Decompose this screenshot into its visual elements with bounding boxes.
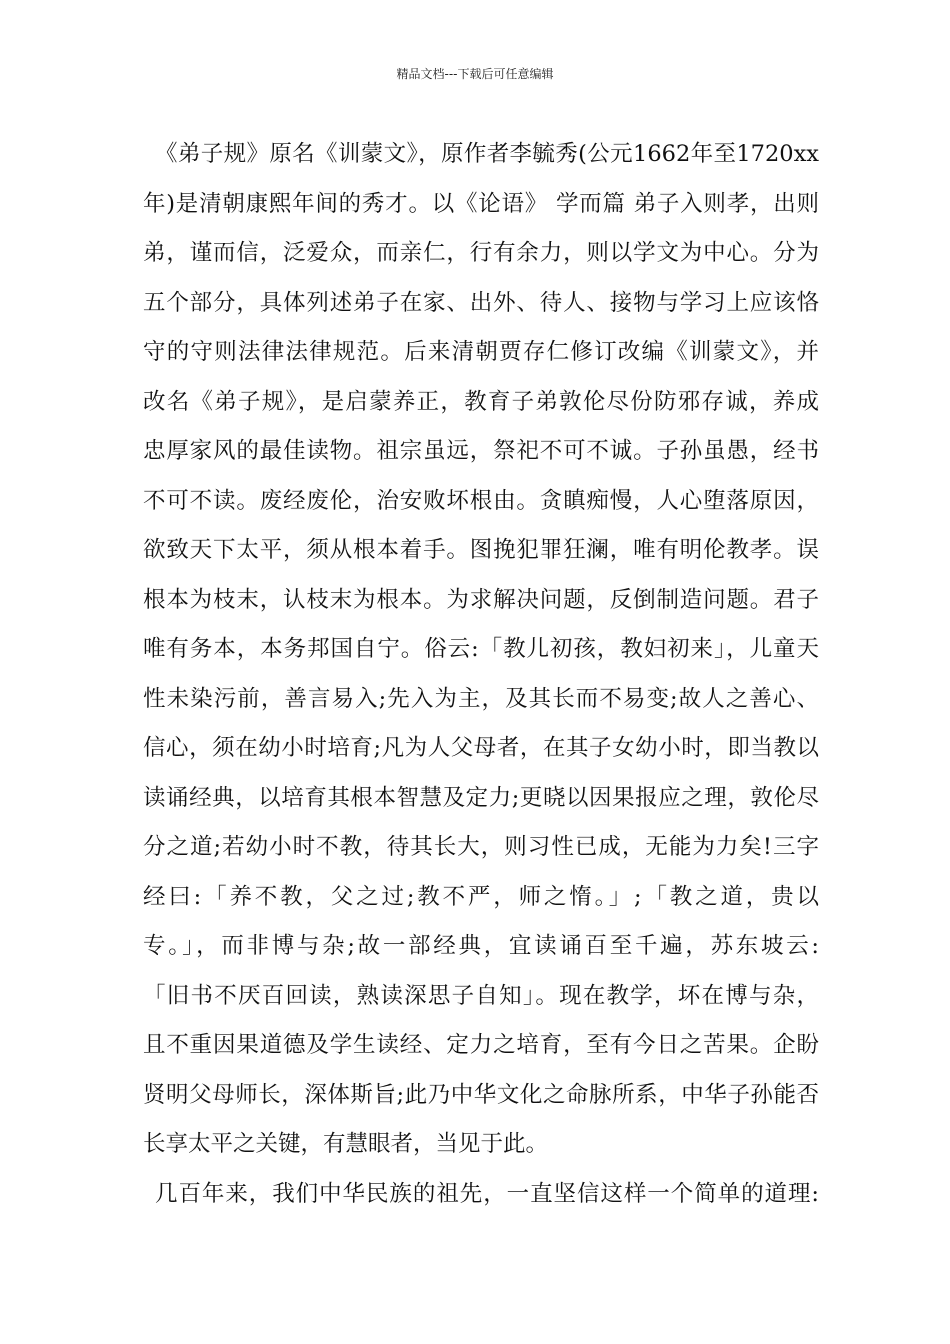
text-line: 五个部分，具体列述弟子在家、出外、待人、接物与学习上应该恪 [143, 289, 819, 316]
document-body [143, 130, 819, 1219]
text-line: 「旧书不厌百回读，熟读深思子自知」。现在教学，坏在博与杂， [143, 982, 819, 1009]
text-line: 性未染污前，善言易入;先入为主，及其长而不易变;故人之善心、 [143, 685, 819, 712]
text-line: 根本为枝末，认枝末为根本。为求解决问题，反倒制造问题。君子 [143, 586, 819, 613]
text-line: 几百年来，我们中华民族的祖先，一直坚信这样一个简单的道理: [155, 1180, 819, 1207]
paragraph-1 [143, 130, 819, 1170]
text-line: 信心，须在幼小时培育;凡为人父母者，在其子女幼小时，即当教以 [143, 735, 819, 761]
text-line: 贤明父母师长，深体斯旨;此乃中华文化之命脉所系，中华子孙能否 [143, 1081, 819, 1108]
text-line: 弟，谨而信，泛爱众，而亲仁，行有余力，则以学文为中心。分为 [143, 240, 819, 266]
text-line: 守的守则法律法律规范。后来清朝贾存仁修订改编《训蒙文》，并 [143, 339, 819, 365]
text-line: 忠厚家风的最佳读物。祖宗虽远，祭祀不可不诚。子孙虽愚，经书 [143, 438, 819, 464]
text-line: 经曰:「养不教，父之过;教不严，师之惰。」;「教之道，贵以 [143, 883, 819, 910]
text-line: 改名《弟子规》，是启蒙养正，教育子弟敦伦尽份防邪存诚，养成 [143, 388, 819, 415]
text-line: 《弟子规》原名《训蒙文》，原作者李毓秀(公元1662年至1720xx [155, 141, 819, 167]
text-line: 年)是清朝康熙年间的秀才。以《论语》 学而篇 弟子入则孝，出则 [143, 190, 819, 217]
text-line: 且不重因果道德及学生读经、定力之培育，至有今日之苦果。企盼 [143, 1032, 819, 1058]
page-header: 精品文档---下载后可任意编辑 [396, 67, 554, 81]
paragraph-2 [143, 1170, 819, 1220]
text-line: 专。」，而非博与杂;故一部经典，宜读诵百至千遍，苏东坡云: [143, 933, 819, 959]
text-line: 长享太平之关键，有慧眼者，当见于此。 [143, 1131, 549, 1157]
text-line: 不可不读。废经废伦，治安败坏根由。贪瞋痴慢，人心堕落原因， [143, 487, 819, 514]
text-line: 欲致天下太平，须从根本着手。图挽犯罪狂澜，唯有明伦教孝。误 [143, 537, 819, 563]
text-line: 读诵经典，以培育其根本智慧及定力;更晓以因果报应之理，敦伦尽 [143, 784, 819, 811]
text-line: 唯有务本，本务邦国自宁。俗云:「教儿初孩，教妇初来」，儿童天 [143, 636, 819, 662]
text-line: 分之道;若幼小时不教，待其长大，则习性已成，无能为力矣!三字 [143, 834, 819, 860]
